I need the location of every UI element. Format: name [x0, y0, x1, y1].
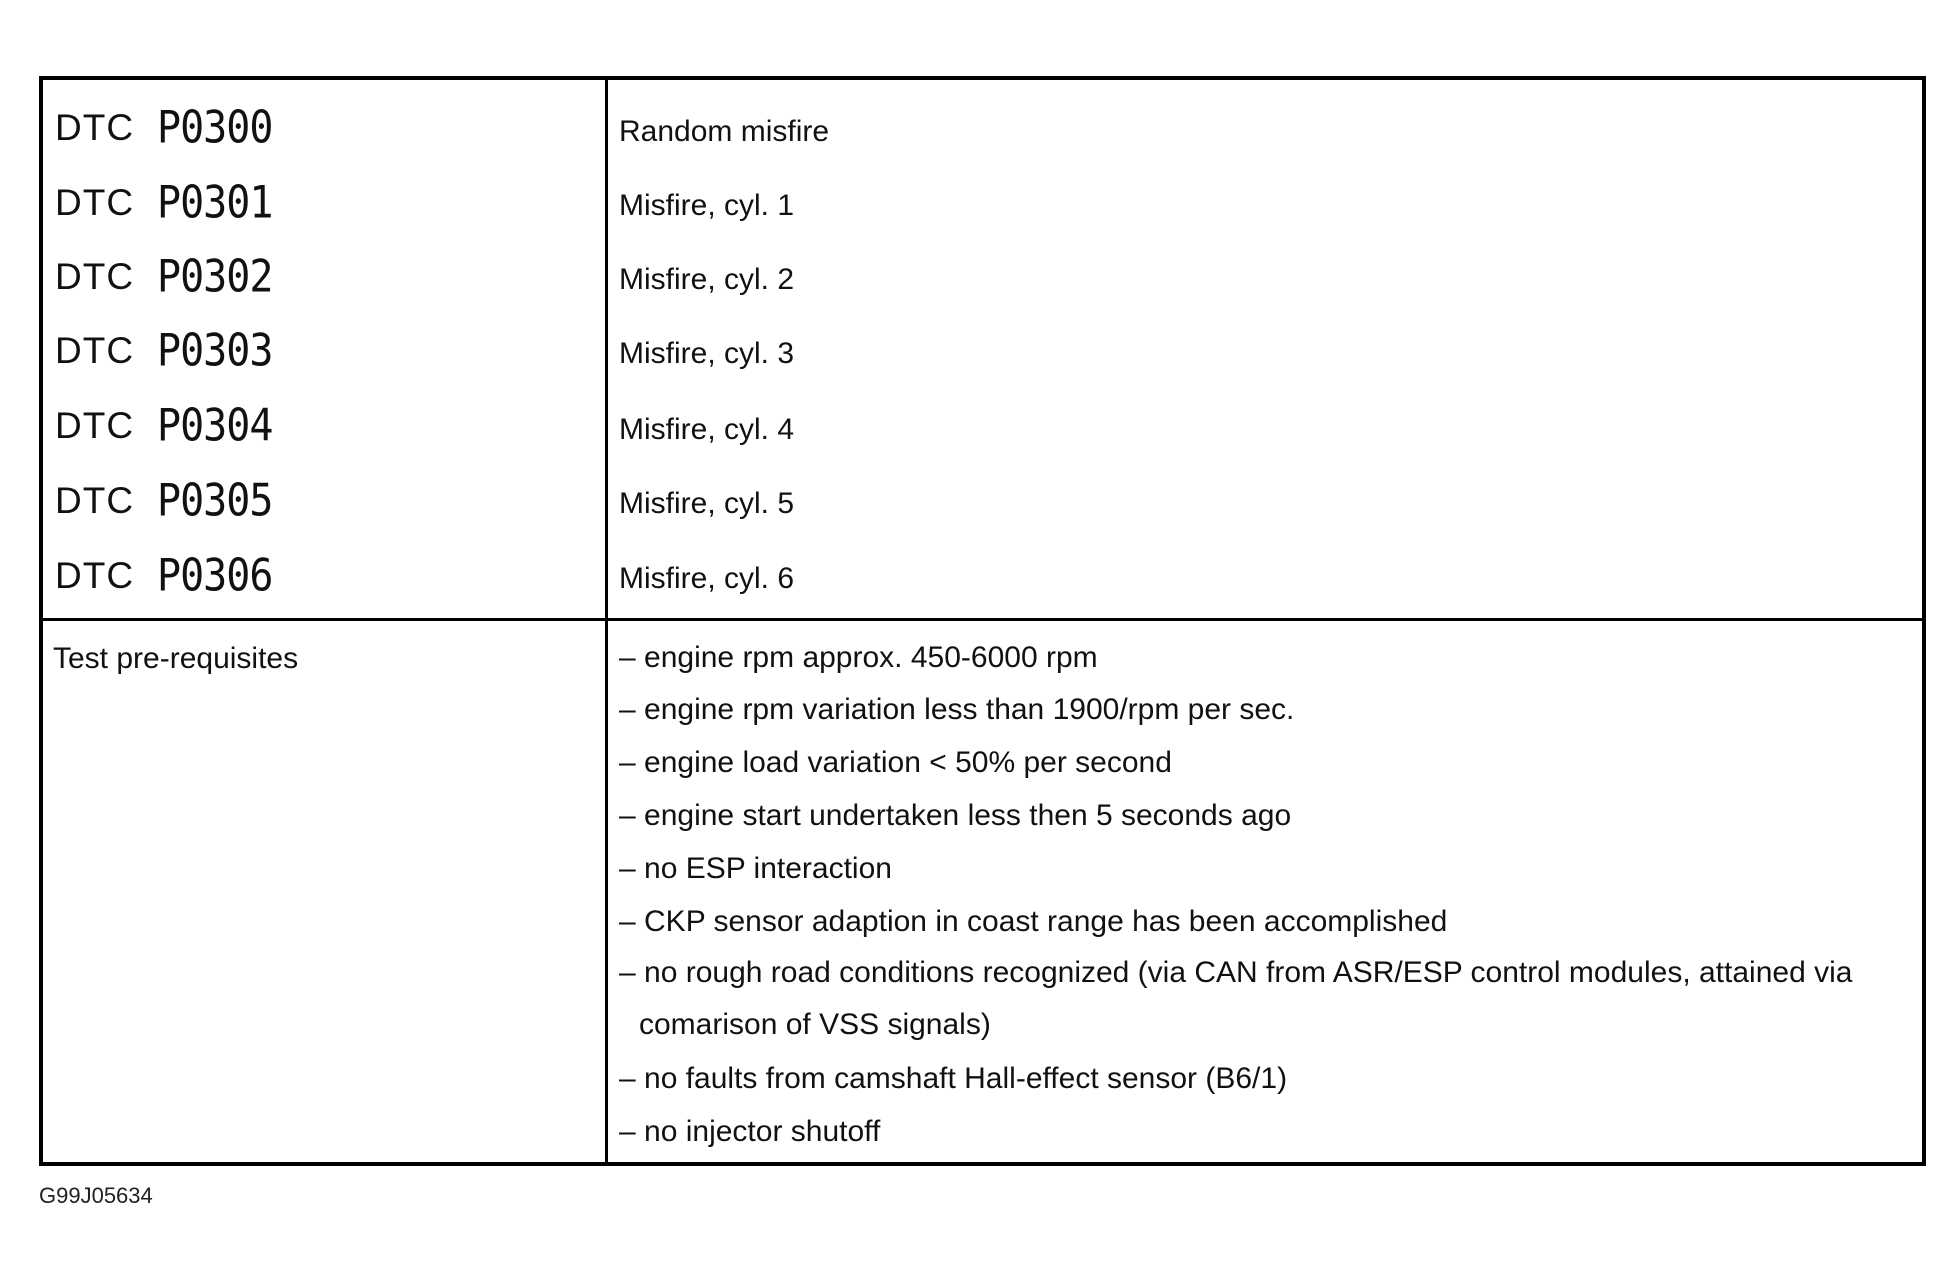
- prerequisite-item: – CKP sensor adaption in coast range has been accomplished: [619, 905, 1448, 938]
- prerequisite-item: – no injector shutoff: [619, 1115, 881, 1148]
- dtc-label: DTC: [55, 256, 135, 297]
- dtc-description: Misfire, cyl. 1: [619, 189, 795, 222]
- dtc-code: P0302: [157, 251, 273, 303]
- row-divider: [43, 618, 1922, 621]
- prerequisite-item: – engine rpm variation less than 1900/rpm per sec.: [619, 693, 1295, 726]
- dtc-code: P0301: [157, 177, 273, 229]
- dtc-label: DTC: [55, 555, 135, 596]
- dtc-row-p0306: [55, 546, 272, 606]
- dtc-description: Misfire, cyl. 6: [619, 562, 795, 595]
- prerequisite-item-continuation: comarison of VSS signals): [639, 1008, 991, 1041]
- dtc-label: DTC: [55, 480, 135, 521]
- dtc-row-p0304: [55, 396, 272, 456]
- prerequisite-item: – engine rpm approx. 450-6000 rpm: [619, 641, 1098, 674]
- prerequisite-item: – engine load variation < 50% per second: [619, 746, 1172, 779]
- dtc-label: DTC: [55, 330, 135, 371]
- dtc-row-p0303: [55, 321, 272, 381]
- dtc-description: Misfire, cyl. 5: [619, 487, 795, 520]
- dtc-row-p0302: [55, 247, 272, 307]
- prerequisite-item: – engine start undertaken less then 5 seconds ago: [619, 799, 1292, 832]
- prerequisites-label: Test pre-requisites: [53, 642, 299, 675]
- dtc-code: P0305: [157, 475, 273, 527]
- dtc-description: Misfire, cyl. 4: [619, 413, 795, 446]
- dtc-code: P0300: [157, 102, 273, 154]
- dtc-row-p0305: [55, 471, 272, 531]
- dtc-code: P0304: [157, 400, 273, 452]
- prerequisite-item: – no faults from camshaft Hall-effect sensor (B6/1): [619, 1062, 1288, 1095]
- dtc-label: DTC: [55, 107, 135, 148]
- dtc-code: P0306: [157, 550, 273, 602]
- dtc-row-p0301: [55, 173, 272, 233]
- dtc-table: [39, 76, 1926, 1166]
- dtc-description: Misfire, cyl. 2: [619, 263, 795, 296]
- column-divider: [605, 80, 608, 1162]
- dtc-description: Misfire, cyl. 3: [619, 337, 795, 370]
- figure-id: G99J05634: [39, 1183, 153, 1208]
- dtc-code: P0303: [157, 325, 273, 377]
- prerequisite-item-multiline: [619, 947, 1852, 1051]
- dtc-row-p0300: [55, 98, 272, 158]
- dtc-description: Random misfire: [619, 115, 830, 148]
- dtc-label: DTC: [55, 182, 135, 223]
- prerequisite-item: – no ESP interaction: [619, 852, 892, 885]
- prerequisite-item-first-line: – no rough road conditions recognized (via CAN from ASR/ESP control modules, attained via: [619, 956, 1853, 989]
- dtc-label: DTC: [55, 405, 135, 446]
